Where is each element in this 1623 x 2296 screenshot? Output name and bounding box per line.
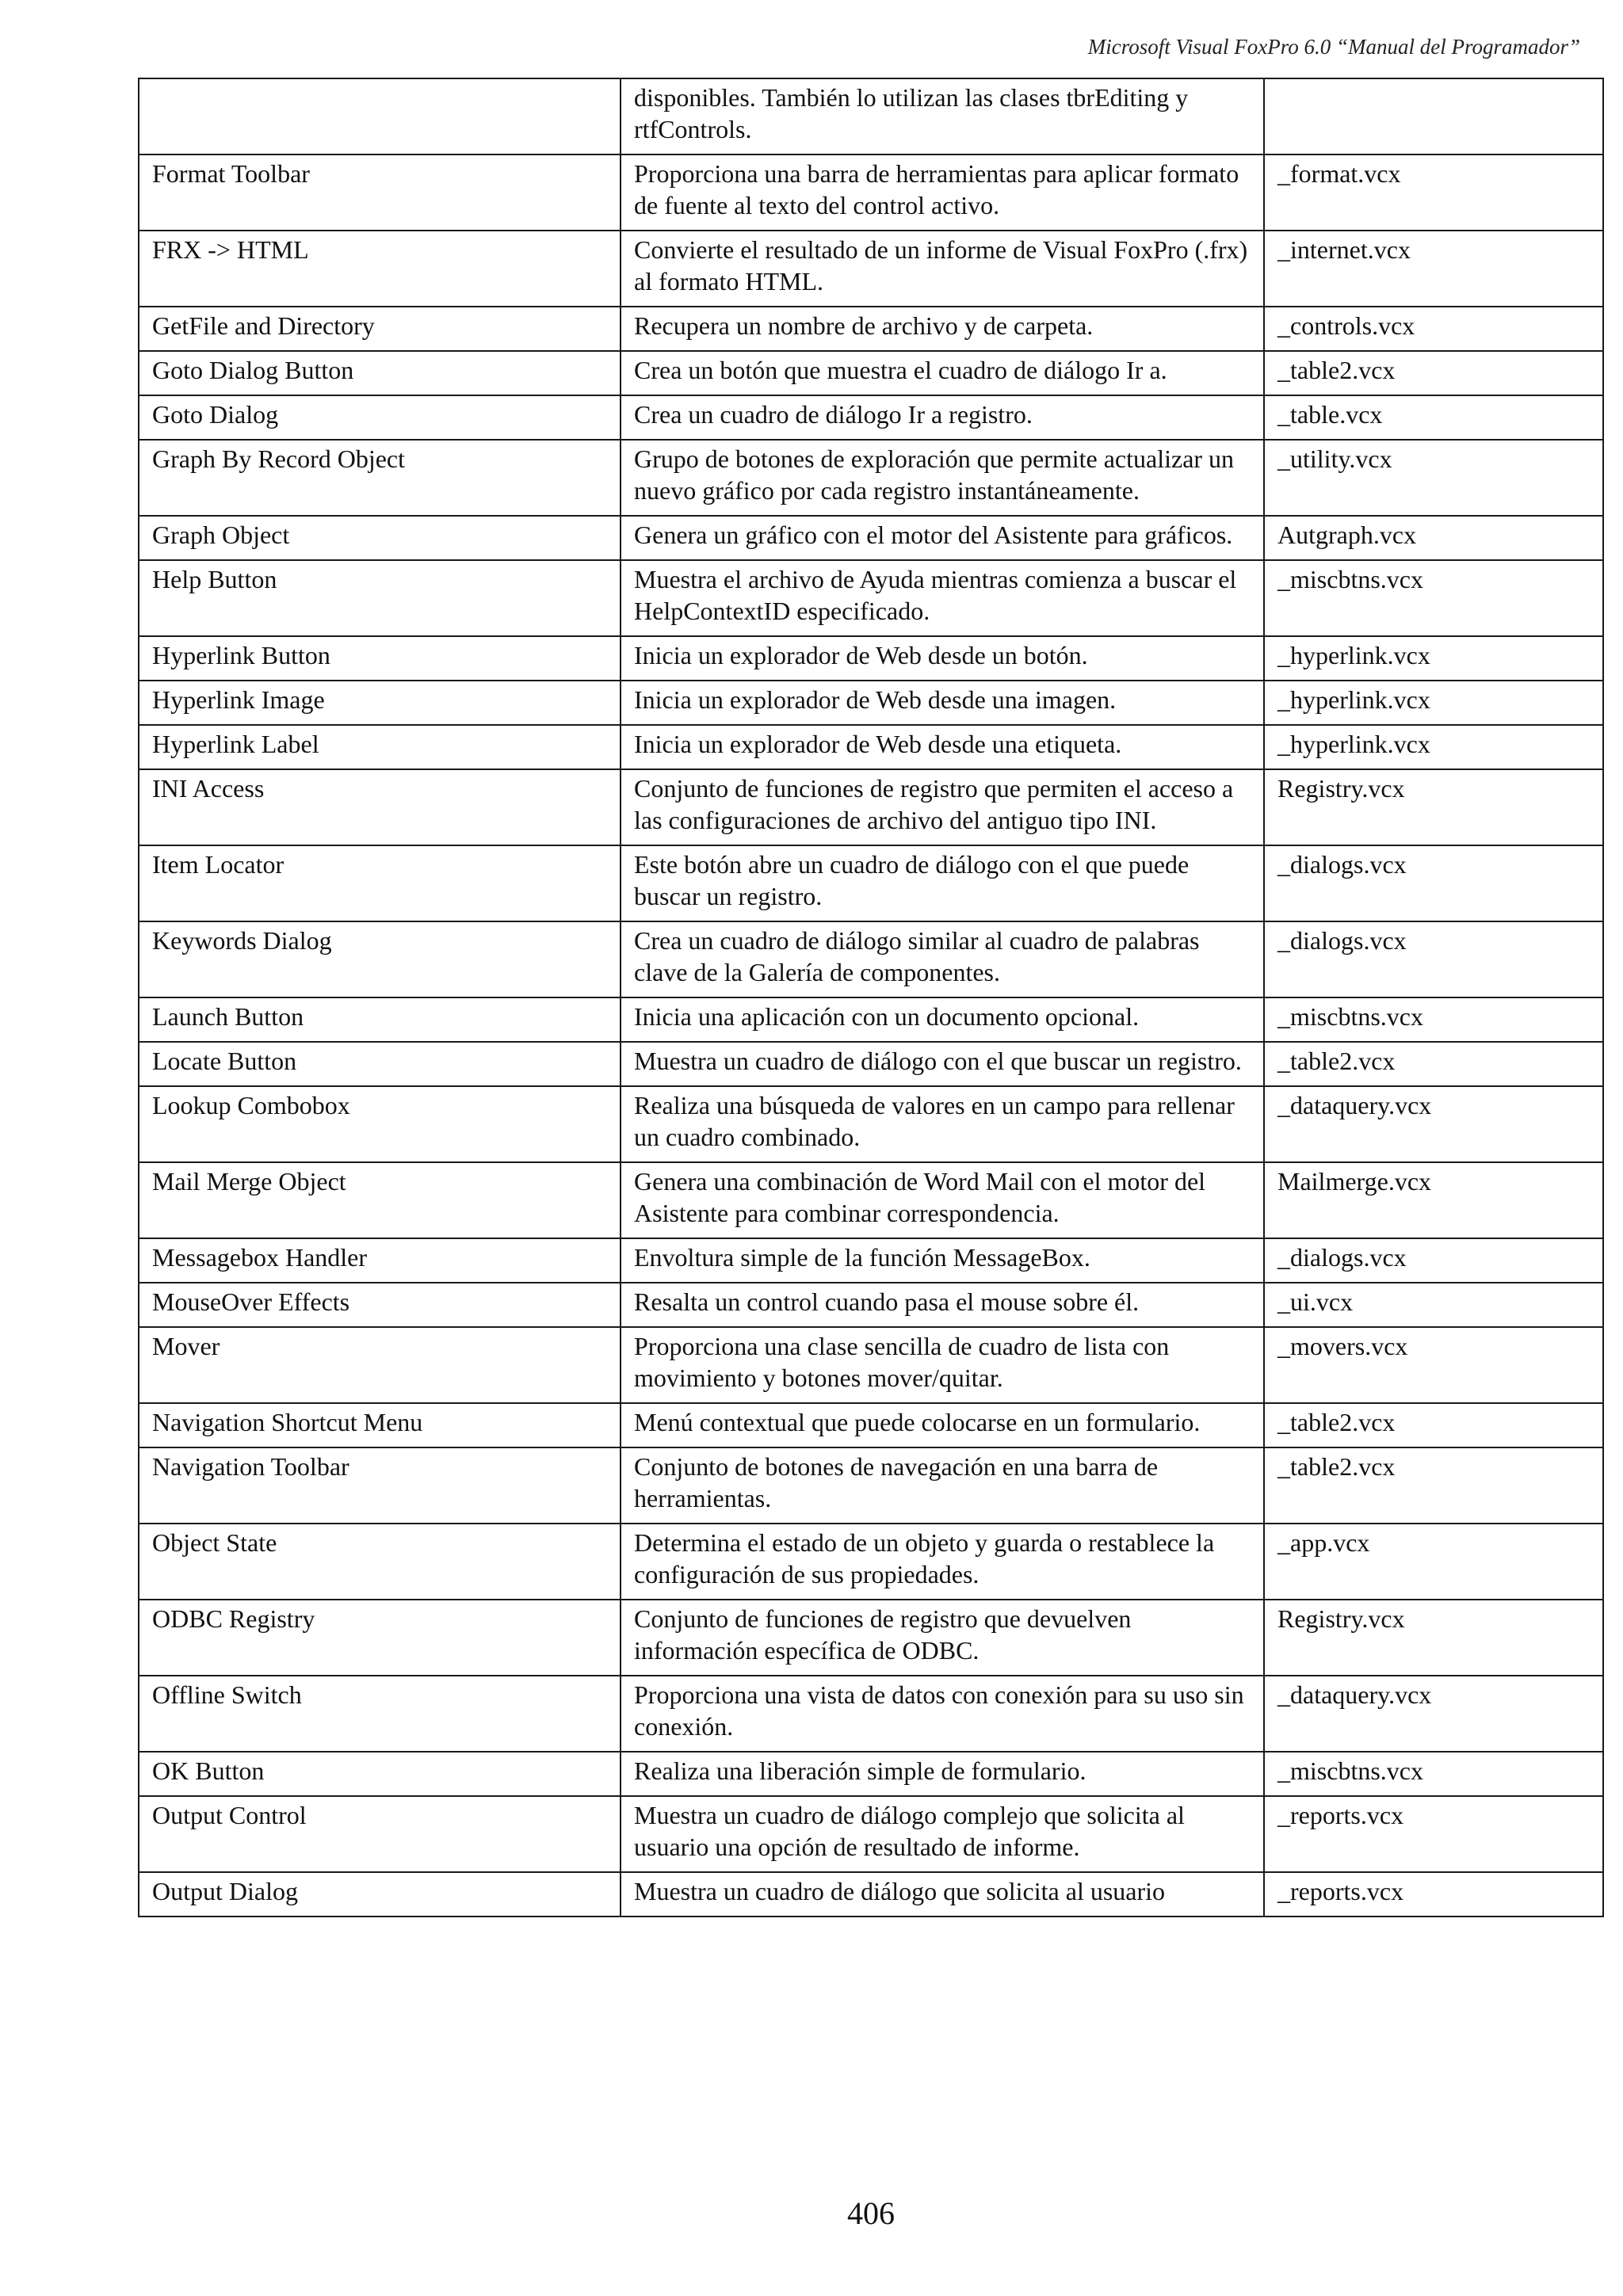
table-row	[139, 154, 1603, 231]
library-file-cell: _miscbtns.vcx	[1264, 997, 1603, 1042]
table-row	[139, 1872, 1603, 1917]
class-name-cell: OK Button	[139, 1752, 621, 1796]
class-name-cell: Hyperlink Label	[139, 725, 621, 769]
description-cell: Este botón abre un cuadro de diálogo con el que puede buscar un registro.	[621, 845, 1264, 921]
library-file-cell	[1264, 78, 1603, 154]
class-name-cell: Navigation Shortcut Menu	[139, 1403, 621, 1447]
library-file-cell: Registry.vcx	[1264, 769, 1603, 845]
class-name-cell: Item Locator	[139, 845, 621, 921]
table-row	[139, 1162, 1603, 1238]
description-cell: Grupo de botones de exploración que permite actualizar un nuevo gráfico por cada registro instantáneamente.	[621, 440, 1264, 516]
class-name-cell: Hyperlink Image	[139, 681, 621, 725]
description-cell: Conjunto de funciones de registro que permiten el acceso a las configuraciones de archivo del antiguo tipo INI.	[621, 769, 1264, 845]
library-file-cell: _hyperlink.vcx	[1264, 725, 1603, 769]
library-file-cell: _controls.vcx	[1264, 307, 1603, 351]
class-name-cell: Mover	[139, 1327, 621, 1403]
library-file-cell: _hyperlink.vcx	[1264, 681, 1603, 725]
table-row	[139, 231, 1603, 307]
class-name-cell: Launch Button	[139, 997, 621, 1042]
library-file-cell: _format.vcx	[1264, 154, 1603, 231]
description-cell: Genera un gráfico con el motor del Asistente para gráficos.	[621, 516, 1264, 560]
class-name-cell: Output Control	[139, 1796, 621, 1872]
class-name-cell: Object State	[139, 1524, 621, 1600]
class-name-cell: Hyperlink Button	[139, 636, 621, 681]
class-name-cell: Offline Switch	[139, 1676, 621, 1752]
table-row	[139, 440, 1603, 516]
class-name-cell: Messagebox Handler	[139, 1238, 621, 1283]
description-cell: Muestra el archivo de Ayuda mientras comienza a buscar el HelpContextID especificado.	[621, 560, 1264, 636]
description-cell: Proporciona una clase sencilla de cuadro de lista con movimiento y botones mover/quitar.	[621, 1327, 1264, 1403]
table-row	[139, 681, 1603, 725]
library-file-cell: _dialogs.vcx	[1264, 1238, 1603, 1283]
library-file-cell: _dataquery.vcx	[1264, 1676, 1603, 1752]
class-name-cell: MouseOver Effects	[139, 1283, 621, 1327]
library-file-cell: _dataquery.vcx	[1264, 1086, 1603, 1162]
table-row	[139, 1086, 1603, 1162]
description-cell: Inicia un explorador de Web desde una etiqueta.	[621, 725, 1264, 769]
library-file-cell: _dialogs.vcx	[1264, 921, 1603, 997]
description-cell: Menú contextual que puede colocarse en un formulario.	[621, 1403, 1264, 1447]
library-file-cell: Mailmerge.vcx	[1264, 1162, 1603, 1238]
class-name-cell: Navigation Toolbar	[139, 1447, 621, 1524]
class-name-cell: Lookup Combobox	[139, 1086, 621, 1162]
table-row	[139, 351, 1603, 395]
description-cell: Recupera un nombre de archivo y de carpeta.	[621, 307, 1264, 351]
table-row	[139, 1600, 1603, 1676]
library-file-cell: _table2.vcx	[1264, 1447, 1603, 1524]
class-name-cell: ODBC Registry	[139, 1600, 621, 1676]
library-file-cell: _table2.vcx	[1264, 351, 1603, 395]
table-row	[139, 1676, 1603, 1752]
library-file-cell: _hyperlink.vcx	[1264, 636, 1603, 681]
description-cell: Proporciona una vista de datos con conexión para su uso sin conexión.	[621, 1676, 1264, 1752]
description-cell: Realiza una liberación simple de formulario.	[621, 1752, 1264, 1796]
library-file-cell: _miscbtns.vcx	[1264, 560, 1603, 636]
library-file-cell: Autgraph.vcx	[1264, 516, 1603, 560]
library-file-cell: _dialogs.vcx	[1264, 845, 1603, 921]
class-name-cell: INI Access	[139, 769, 621, 845]
description-cell: Inicia un explorador de Web desde un botón.	[621, 636, 1264, 681]
description-cell: disponibles. También lo utilizan las clases tbrEditing y rtfControls.	[621, 78, 1264, 154]
table-row	[139, 769, 1603, 845]
description-cell: Inicia una aplicación con un documento opcional.	[621, 997, 1264, 1042]
description-cell: Muestra un cuadro de diálogo complejo que solicita al usuario una opción de resultado de informe.	[621, 1796, 1264, 1872]
description-cell: Inicia un explorador de Web desde una imagen.	[621, 681, 1264, 725]
description-cell: Muestra un cuadro de diálogo con el que buscar un registro.	[621, 1042, 1264, 1086]
library-file-cell: Registry.vcx	[1264, 1600, 1603, 1676]
class-name-cell	[139, 78, 621, 154]
class-name-cell: Format Toolbar	[139, 154, 621, 231]
table-row	[139, 1447, 1603, 1524]
table-row	[139, 1752, 1603, 1796]
table-row	[139, 921, 1603, 997]
library-file-cell: _utility.vcx	[1264, 440, 1603, 516]
class-name-cell: Goto Dialog Button	[139, 351, 621, 395]
library-file-cell: _ui.vcx	[1264, 1283, 1603, 1327]
table-row	[139, 560, 1603, 636]
description-cell: Crea un botón que muestra el cuadro de diálogo Ir a.	[621, 351, 1264, 395]
class-name-cell: Graph Object	[139, 516, 621, 560]
library-file-cell: _table.vcx	[1264, 395, 1603, 440]
table-row	[139, 1238, 1603, 1283]
description-cell: Determina el estado de un objeto y guarda o restablece la configuración de sus propiedades.	[621, 1524, 1264, 1600]
table-row	[139, 78, 1603, 154]
description-cell: Crea un cuadro de diálogo similar al cuadro de palabras clave de la Galería de componentes.	[621, 921, 1264, 997]
class-name-cell: Help Button	[139, 560, 621, 636]
table-row	[139, 1403, 1603, 1447]
class-name-cell: Mail Merge Object	[139, 1162, 621, 1238]
table-row	[139, 725, 1603, 769]
library-file-cell: _app.vcx	[1264, 1524, 1603, 1600]
table-body	[139, 78, 1603, 1917]
library-file-cell: _reports.vcx	[1264, 1872, 1603, 1917]
table-row	[139, 516, 1603, 560]
running-header: Microsoft Visual FoxPro 6.0 “Manual del Programador”	[1087, 35, 1580, 59]
class-name-cell: FRX -> HTML	[139, 231, 621, 307]
description-cell: Envoltura simple de la función MessageBox.	[621, 1238, 1264, 1283]
page-number: 406	[847, 2195, 895, 2231]
description-cell: Realiza una búsqueda de valores en un campo para rellenar un cuadro combinado.	[621, 1086, 1264, 1162]
description-cell: Muestra un cuadro de diálogo que solicita al usuario	[621, 1872, 1264, 1917]
table-row	[139, 636, 1603, 681]
table-row	[139, 307, 1603, 351]
class-name-cell: Graph By Record Object	[139, 440, 621, 516]
table-row	[139, 997, 1603, 1042]
description-cell: Proporciona una barra de herramientas para aplicar formato de fuente al texto del control activo.	[621, 154, 1264, 231]
library-file-cell: _movers.vcx	[1264, 1327, 1603, 1403]
table-row	[139, 1042, 1603, 1086]
table-row	[139, 1283, 1603, 1327]
library-file-cell: _table2.vcx	[1264, 1403, 1603, 1447]
class-name-cell: Locate Button	[139, 1042, 621, 1086]
table-row	[139, 1327, 1603, 1403]
class-name-cell: Goto Dialog	[139, 395, 621, 440]
table-row	[139, 1796, 1603, 1872]
description-cell: Conjunto de funciones de registro que devuelven información específica de ODBC.	[621, 1600, 1264, 1676]
description-cell: Conjunto de botones de navegación en una barra de herramientas.	[621, 1447, 1264, 1524]
description-cell: Crea un cuadro de diálogo Ir a registro.	[621, 395, 1264, 440]
table-row	[139, 845, 1603, 921]
library-file-cell: _miscbtns.vcx	[1264, 1752, 1603, 1796]
table-row	[139, 395, 1603, 440]
description-cell: Convierte el resultado de un informe de Visual FoxPro (.frx) al formato HTML.	[621, 231, 1264, 307]
class-name-cell: Output Dialog	[139, 1872, 621, 1917]
class-library-table	[138, 78, 1604, 1917]
description-cell: Genera una combinación de Word Mail con el motor del Asistente para combinar correspondencia.	[621, 1162, 1264, 1238]
class-name-cell: Keywords Dialog	[139, 921, 621, 997]
table-row	[139, 1524, 1603, 1600]
description-cell: Resalta un control cuando pasa el mouse sobre él.	[621, 1283, 1264, 1327]
library-file-cell: _table2.vcx	[1264, 1042, 1603, 1086]
class-name-cell: GetFile and Directory	[139, 307, 621, 351]
library-file-cell: _internet.vcx	[1264, 231, 1603, 307]
library-file-cell: _reports.vcx	[1264, 1796, 1603, 1872]
